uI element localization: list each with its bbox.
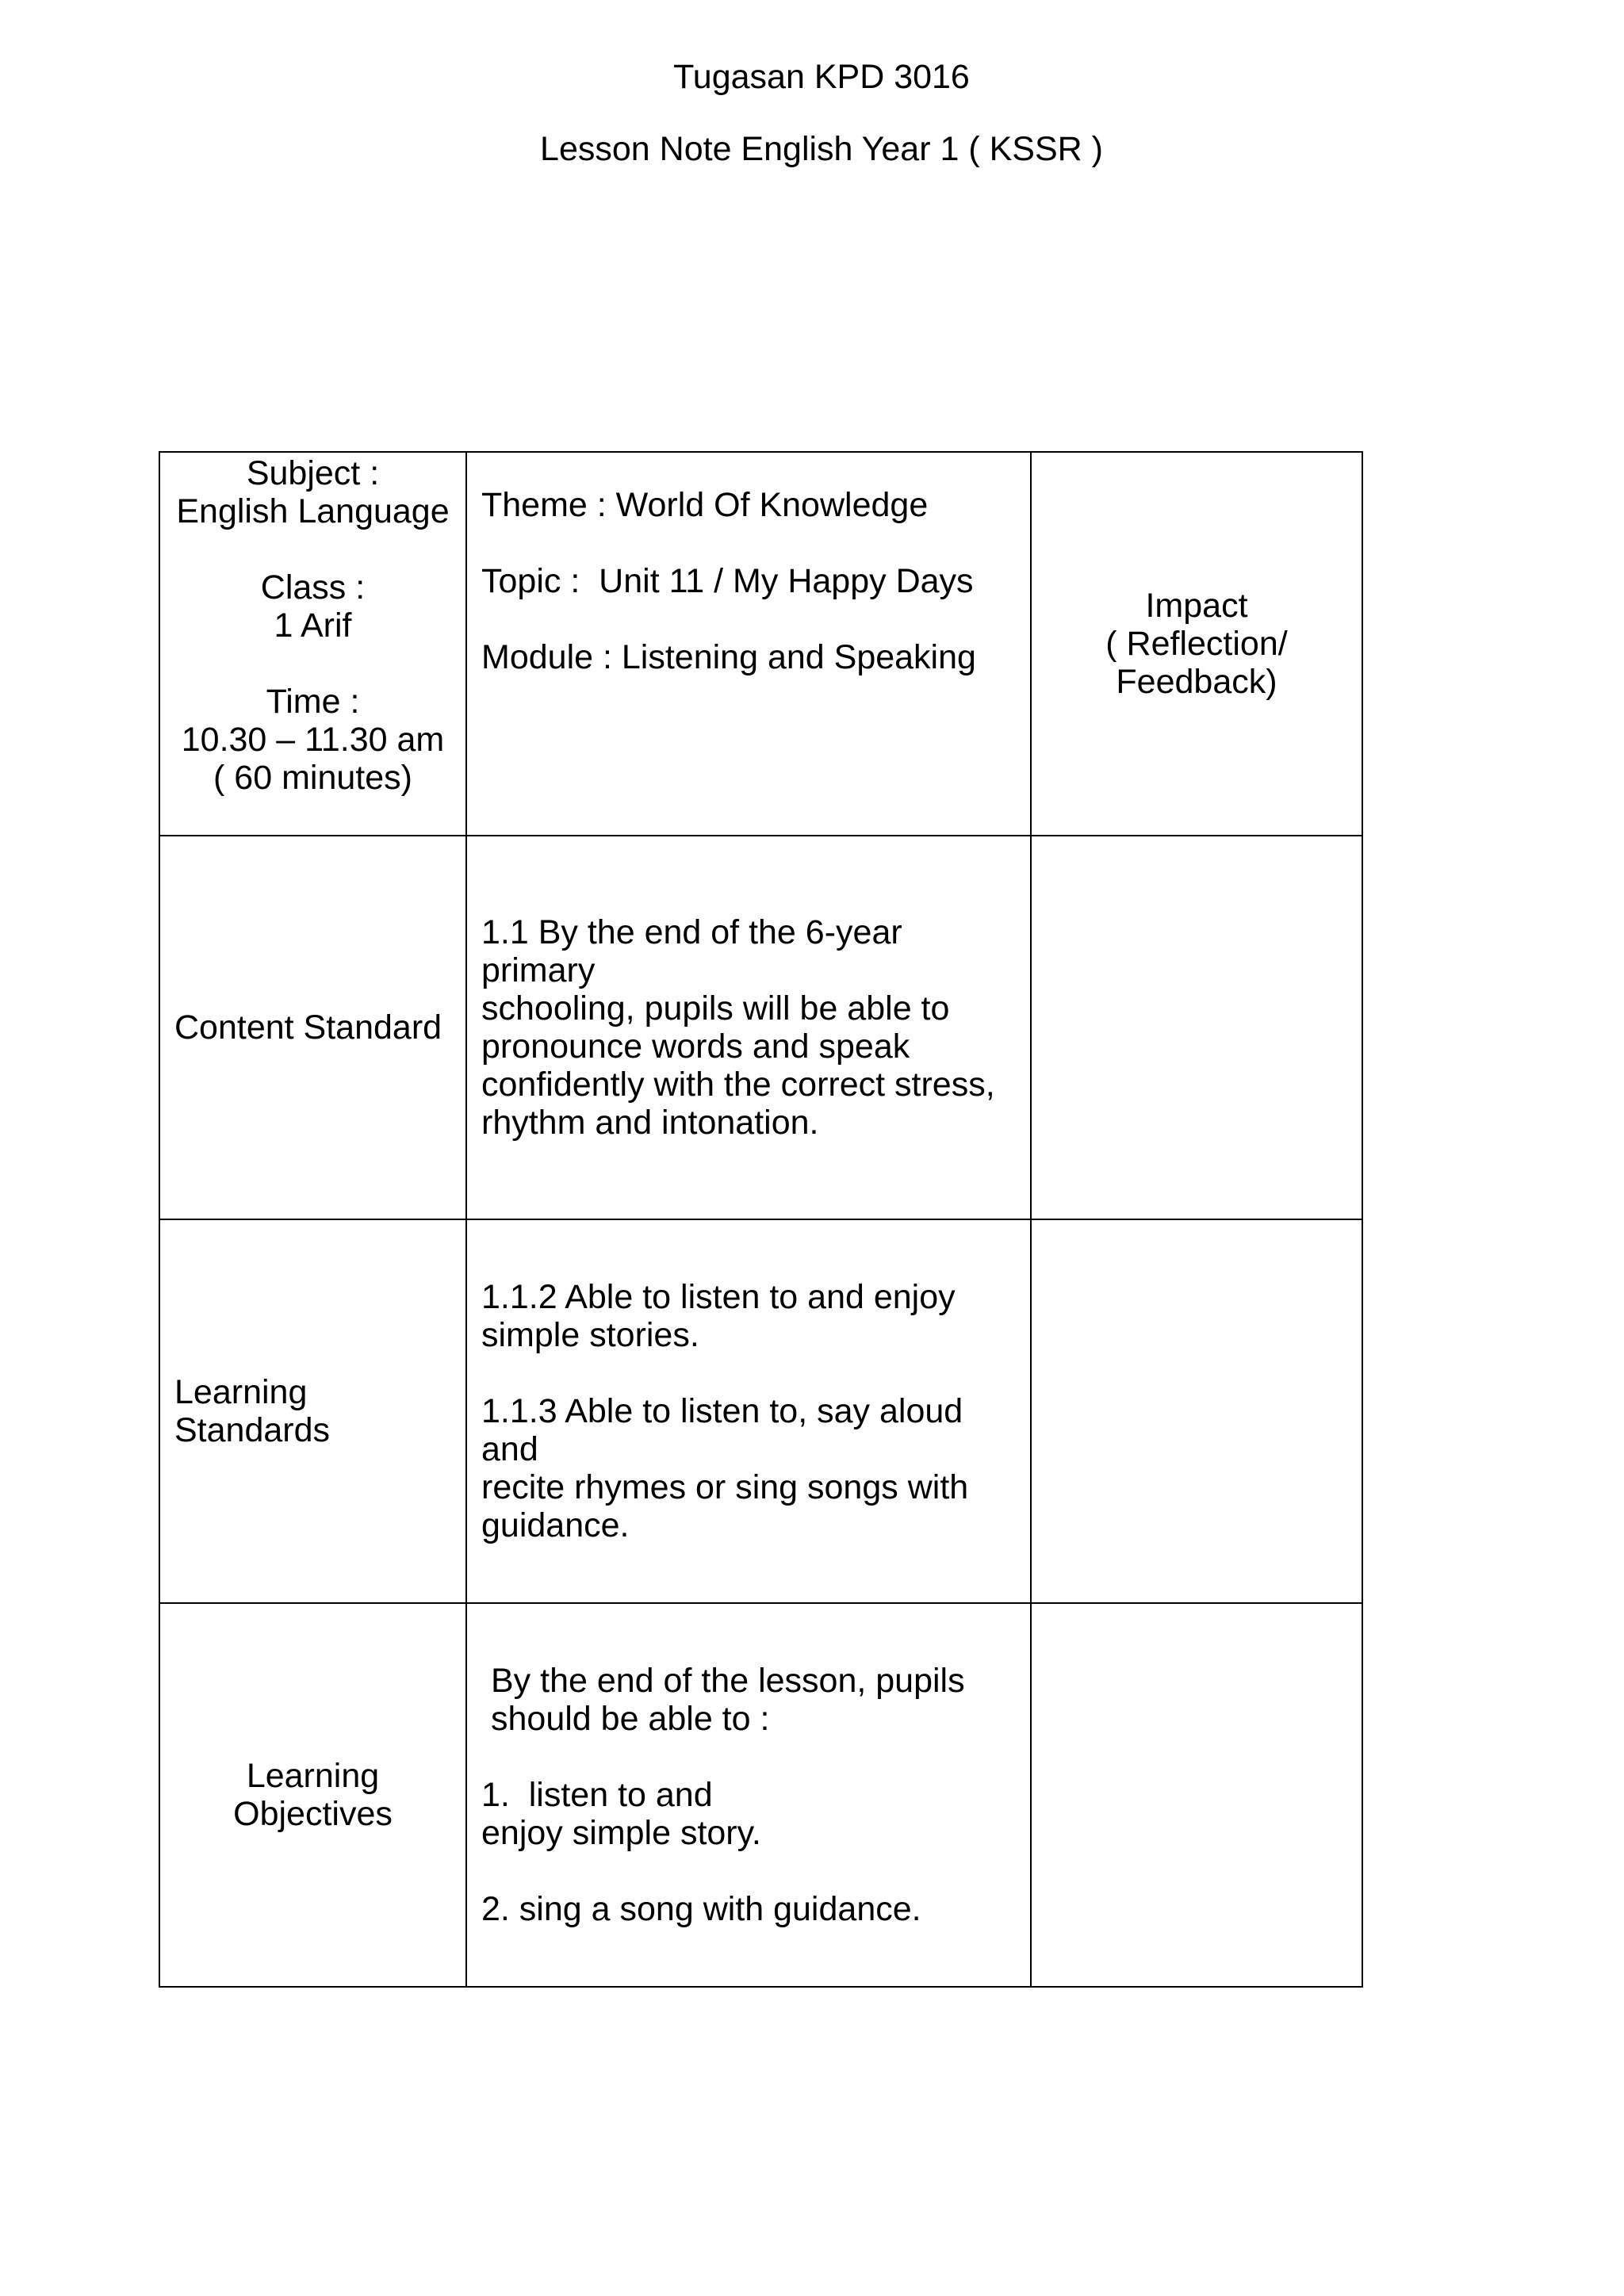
learning-standards-label-line: Learning <box>174 1373 308 1411</box>
learning-standard-2-line: guidance. <box>481 1506 630 1544</box>
cell-impact-heading <box>1031 452 1362 836</box>
cell-learning-standards-text <box>466 1219 1031 1603</box>
impact-heading-line1: Impact <box>1145 587 1248 625</box>
document-subtitle: Lesson Note English Year 1 ( KSSR ) <box>540 130 1103 168</box>
content-standard-label: Content Standard <box>174 1008 442 1047</box>
learning-standard-1-line: simple stories. <box>481 1316 699 1354</box>
content-standard-line: pronounce words and speak <box>481 1027 910 1066</box>
theme-text: Theme : World Of Knowledge <box>481 486 929 524</box>
module-text: Module : Listening and Speaking <box>481 638 976 676</box>
learning-objectives-label-line: Objectives <box>233 1795 393 1833</box>
content-standard-line: 1.1 By the end of the 6-year primary <box>481 913 912 989</box>
time-value: 10.30 – 11.30 am <box>181 721 445 759</box>
table-row-learning-objectives <box>159 1603 1362 1987</box>
cell-learning-objectives-impact <box>1031 1603 1362 1987</box>
objective-2-line: 2. sing a song with guidance. <box>481 1890 921 1928</box>
table-row-header-info <box>159 452 1362 836</box>
table-row-learning-standards <box>159 1219 1362 1603</box>
cell-learning-standards-impact <box>1031 1219 1362 1603</box>
cell-learning-objectives-label <box>159 1603 466 1987</box>
learning-standard-2-line: recite rhymes or sing songs with <box>481 1468 969 1506</box>
table-row-content-standard <box>159 836 1362 1219</box>
duration-value: ( 60 minutes) <box>213 759 412 797</box>
cell-learning-standards-label <box>159 1219 466 1603</box>
content-standard-line: rhythm and intonation. <box>481 1104 819 1142</box>
objectives-intro-line: By the end of the lesson, pupils <box>491 1662 965 1700</box>
impact-heading-line2: ( Reflection/ <box>1105 625 1288 663</box>
content-standard-line: confidently with the correct stress, <box>481 1066 995 1104</box>
objectives-intro-line: should be able to : <box>491 1700 770 1738</box>
learning-standard-2-line: 1.1.3 Able to listen to, say aloud and <box>481 1392 973 1468</box>
cell-theme-topic-module <box>466 452 1031 836</box>
objective-1-line: 1. listen to and <box>481 1776 713 1814</box>
objective-1-line: enjoy simple story. <box>481 1814 761 1852</box>
learning-standard-1-line: 1.1.2 Able to listen to and enjoy <box>481 1278 956 1316</box>
cell-content-standard-label <box>159 836 466 1219</box>
learning-standards-label-line: Standards <box>174 1411 331 1449</box>
class-value: 1 Arif <box>274 607 352 645</box>
learning-objectives-label-line: Learning <box>246 1757 380 1795</box>
class-label: Class : <box>260 568 366 607</box>
lesson-plan-table <box>159 451 1363 1988</box>
cell-learning-objectives-text <box>466 1603 1031 1987</box>
topic-text: Topic : Unit 11 / My Happy Days <box>481 562 974 600</box>
subject-label: Subject : <box>246 454 380 492</box>
time-label: Time : <box>266 683 360 721</box>
document-title: Tugasan KPD 3016 <box>673 58 970 96</box>
cell-content-standard-text <box>466 836 1031 1219</box>
impact-heading-line3: Feedback) <box>1116 663 1277 701</box>
content-standard-line: schooling, pupils will be able to <box>481 989 950 1027</box>
subject-value: English Language <box>176 492 450 530</box>
cell-subject-class-time <box>159 452 466 836</box>
cell-content-standard-impact <box>1031 836 1362 1219</box>
